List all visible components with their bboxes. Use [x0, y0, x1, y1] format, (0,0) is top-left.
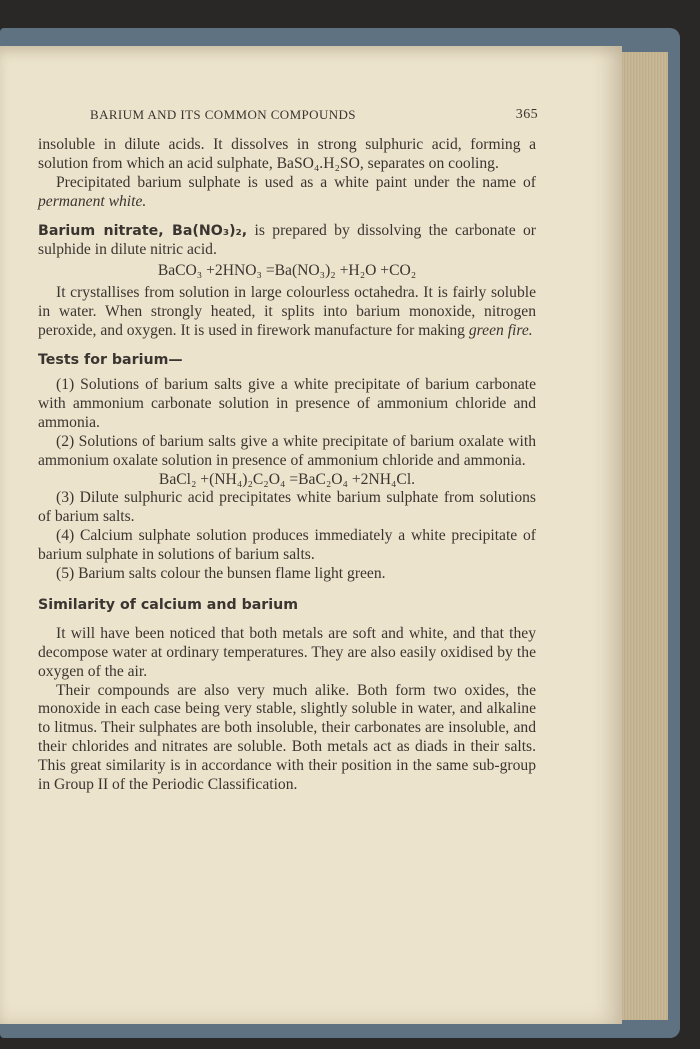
header-title: BARIUM AND ITS COMMON COMPOUNDS: [90, 107, 356, 122]
paragraph: Their compounds are also very much alike. Both form two oxides, the monoxide in each case being very stable, slightly soluble in water, and alkaline to litmus. Their sulphates are both insoluble, their carbonates are insoluble, and their chlorides and nitrates are soluble. Both metals act as diads in their salts. This great similarity is in accordance with their position in the same sub-group in Group II of the Periodic Classification.: [38, 681, 536, 794]
paragraph-text: is prepared by dissolving the carbonate or sulphide in dilute nitric acid.: [38, 221, 536, 258]
italic-term: permanent white.: [38, 192, 147, 210]
paragraph-text: It crystallises from solution in large colourless octahedra. It is fairly soluble in water. When strongly heated, it splits into barium monoxide, nitrogen peroxide, and oxygen. It is used in firework manufacture for making: [38, 284, 536, 340]
test-item: (1) Solutions of barium salts give a white precipitate of barium carbonate with ammonium carbonate solution in presence of ammonium chloride and ammonia.: [38, 375, 536, 431]
section-barium-nitrate: [38, 222, 536, 260]
paragraph: [38, 284, 536, 341]
test-item: (3) Dilute sulphuric acid precipitates white barium sulphate from solutions of barium salts.: [38, 489, 536, 526]
paragraph: It will have been noticed that both metals are soft and white, and that they decompose water at ordinary temperatures. They are also easily oxidised by the oxygen of the air.: [38, 624, 536, 680]
body-text: [38, 136, 536, 795]
test-item: (5) Barium salts colour the bunsen flame light green.: [56, 565, 386, 583]
section-heading: Barium nitrate, Ba(NO₃)₂,: [38, 222, 248, 239]
section-heading: Tests for barium—: [38, 352, 183, 369]
paragraph: [38, 174, 536, 212]
section-heading: Similarity of calcium and barium: [38, 596, 299, 613]
test-item: (2) Solutions of barium salts give a white precipitate of barium oxalate with ammonium oxalate solution in presence of ammonium chloride and ammonia.: [38, 432, 536, 469]
paragraph-text: Precipitated barium sulphate is used as a white paint under the name of: [56, 173, 536, 191]
equation: BaCO₃ +2HNO₃ =Ba(NO₃)₂ +H₂O +CO₂: [157, 262, 417, 280]
page-number: 365: [515, 107, 538, 122]
section-heading-tests: [38, 351, 536, 370]
italic-term: green fire.: [468, 322, 533, 340]
equation: BaCl₂ +(NH₄)₂C₂O₄ =BaC₂O₄ +2NH₄Cl.: [158, 470, 416, 488]
test-item: (4) Calcium sulphate solution produces immediately a white precipitate of barium sulphate in solutions of barium salts.: [38, 527, 536, 564]
paragraph: insoluble in dilute acids. It dissolves in strong sulphuric acid, forming a solution from which an acid sulphate, BaSO₄.H₂SO, separates on cooling.: [38, 136, 536, 172]
book-page: [0, 46, 622, 1024]
section-heading-similarity: [38, 596, 536, 615]
